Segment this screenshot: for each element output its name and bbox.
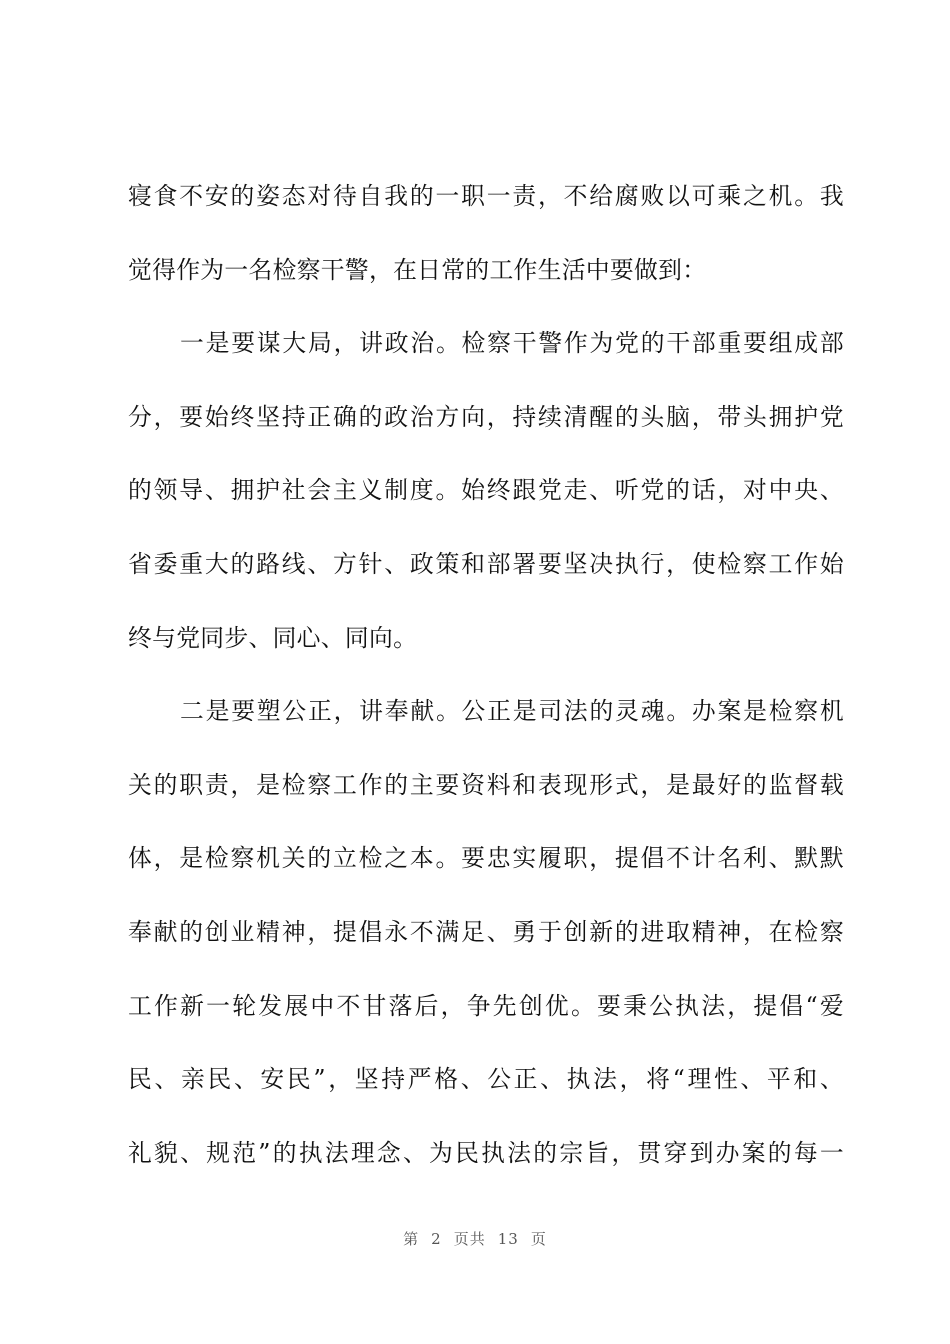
footer-total-pages: 13 [497, 1230, 519, 1248]
text-line: 体，是检察机关的立检之本。要忠实履职，提倡不计名利、默默 [128, 844, 844, 873]
text-line: 礼貌、规范”的执法理念、为民执法的宗旨，贯穿到办案的每一 [128, 1138, 844, 1167]
text-line: 省委重大的路线、方针、政策和部署要坚决执行，使检察工作始 [128, 549, 844, 578]
text-line: 一是要谋大局，讲政治。检察干警作为党的干部重要组成部 [180, 329, 844, 358]
text-line: 奉献的创业精神，提倡永不满足、勇于创新的进取精神，在检察 [128, 917, 844, 946]
body-text [128, 166, 844, 1196]
text-line: 民、亲民、安民”，坚持严格、公正、执法，将“理性、平和、 [128, 1065, 844, 1094]
text-line: 寝食不安的姿态对待自我的一职一责，不给腐败以可乘之机。我 [128, 182, 844, 210]
page-footer [0, 1228, 950, 1249]
footer-mid: 页共 [453, 1230, 486, 1248]
text-line: 关的职责，是检察工作的主要资料和表现形式，是最好的监督载 [128, 770, 844, 799]
footer-prefix: 第 [403, 1230, 420, 1248]
text-line: 的领导、拥护社会主义制度。始终跟党走、听党的话，对中央、 [128, 476, 844, 505]
footer-suffix: 页 [530, 1230, 547, 1248]
text-line: 觉得作为一名检察干警，在日常的工作生活中要做到： [128, 255, 707, 284]
text-line: 终与党同步、同心、同向。 [128, 623, 418, 652]
text-line: 二是要塑公正，讲奉献。公正是司法的灵魂。办案是检察机 [180, 697, 844, 726]
text-line: 分，要始终坚持正确的政治方向，持续清醒的头脑，带头拥护党 [128, 402, 844, 431]
footer-page-number: 2 [431, 1230, 442, 1248]
text-line: 工作新一轮发展中不甘落后，争先创优。要秉公执法，提倡“爱 [128, 991, 844, 1020]
